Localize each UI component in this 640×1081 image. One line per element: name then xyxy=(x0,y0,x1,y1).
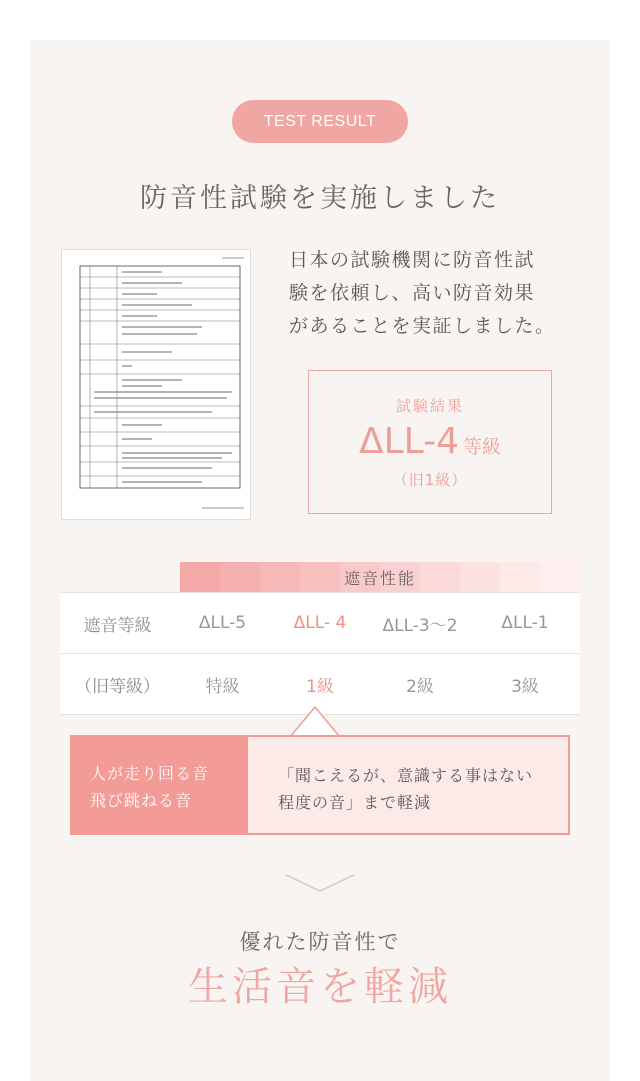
closing-catchphrase: 生活音を軽減 xyxy=(188,964,452,1010)
table-row-grade xyxy=(60,592,580,654)
description-line: があることを実証しました。 xyxy=(289,315,556,337)
reduction-line: 「聞こえるが、意識する事はない xyxy=(278,766,534,785)
test-result-badge: TEST RESULT xyxy=(232,100,408,143)
test-certificate-image xyxy=(61,249,251,520)
result-grade xyxy=(309,421,551,462)
row-header-grade: 遮音等級 xyxy=(83,615,152,636)
old-grade-cell: 3級 xyxy=(511,676,539,697)
grade-cell: ΔLL-5 xyxy=(198,613,247,633)
noise-source-label xyxy=(70,735,248,835)
result-box xyxy=(308,370,552,514)
pointer-triangle-icon xyxy=(290,705,340,737)
description-line: 日本の試験機関に防音性試 xyxy=(289,249,536,271)
description-line: 験を依頼し、高い防音効果 xyxy=(289,282,536,304)
reduction-description xyxy=(248,735,570,835)
comparison-box xyxy=(70,735,570,835)
result-title: 試験結果 xyxy=(395,397,464,415)
noise-source-line: 人が走り回る音 xyxy=(90,764,210,783)
closing-subtitle: 優れた防音性で xyxy=(239,930,401,954)
noise-source-line: 飛び跳ねる音 xyxy=(90,791,193,810)
reduction-line: 程度の音」まで軽減 xyxy=(278,793,432,812)
grade-cell-highlight: ΔLL- 4 xyxy=(293,613,347,633)
old-grade-cell: 特級 xyxy=(205,676,240,697)
performance-label: 遮音性能 xyxy=(343,568,416,588)
old-grade-cell-highlight: 1級 xyxy=(306,676,334,697)
row-header-old-grade: （旧等級） xyxy=(75,676,160,697)
test-description xyxy=(289,244,589,343)
chevron-down-icon xyxy=(284,872,356,894)
result-old-grade: （旧1級） xyxy=(392,471,468,489)
old-grade-cell: 2級 xyxy=(406,676,434,697)
grade-cell: ΔLL-1 xyxy=(501,613,549,633)
grade-cell: ΔLL-3〜2 xyxy=(382,615,458,636)
result-grade-suffix: 等級 xyxy=(463,436,502,458)
page-title: 防音性試験を実施しました xyxy=(140,183,500,214)
result-grade-value: ΔLL-4 xyxy=(358,421,459,462)
sound-insulation-table xyxy=(60,592,580,715)
